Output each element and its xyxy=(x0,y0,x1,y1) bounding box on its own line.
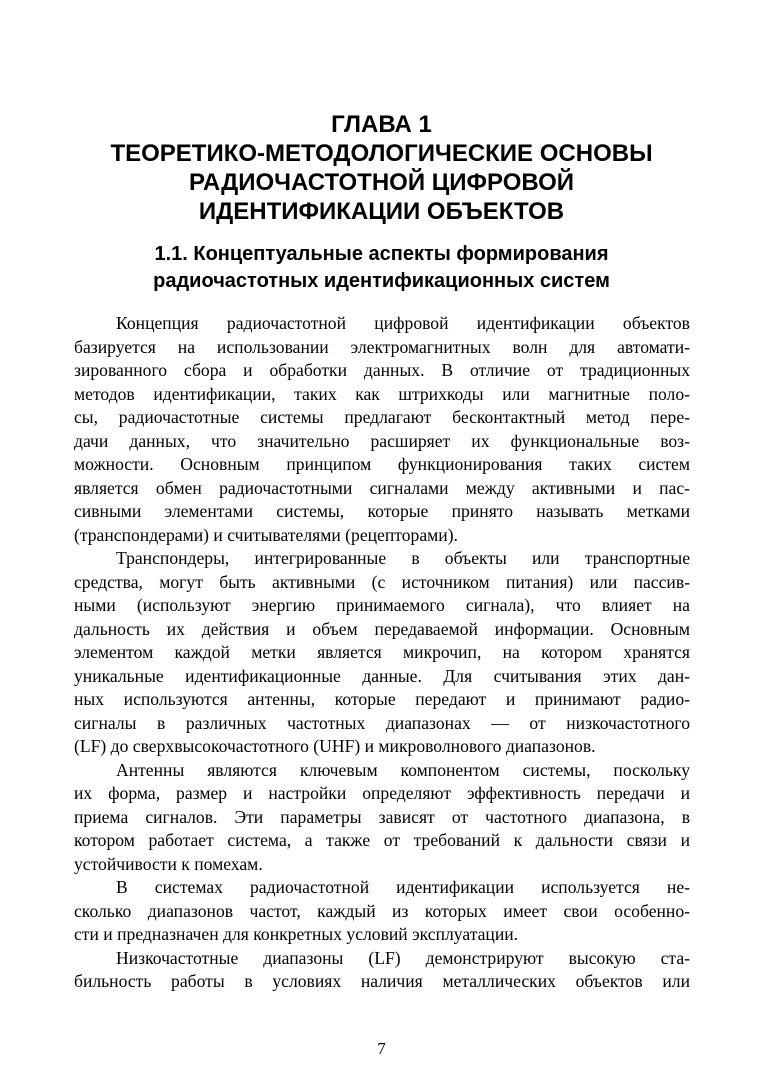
text-line: (LF) до сверхвысокочастотного (UHF) и микроволнового диапазонов. xyxy=(74,736,596,756)
text-line: средства, могут быть активными (с источником питания) или пассив- xyxy=(74,571,690,592)
text-line: Антенны являются ключевым компонентом системы, поскольку xyxy=(116,759,690,780)
page-number: 7 xyxy=(377,1039,386,1058)
text-line: сигналы в различных частотных диапазонах — от низкочастотного xyxy=(74,712,690,733)
text-line: сы, радиочастотные системы предлагают бесконтактный метод пере- xyxy=(74,407,690,427)
text-line: В системах радиочастотной идентификации используется не- xyxy=(116,877,690,897)
section-heading xyxy=(60,241,703,295)
text-line: Транспондеры, интегрированные в объекты или транспортные xyxy=(116,548,690,568)
text-line: сивными элементами системы, которые принято называть метками xyxy=(74,501,690,521)
text-line: приема сигналов. Эти параметры зависят от частотного диапазона, в xyxy=(74,806,690,827)
text-line: устойчивости к помехам. xyxy=(74,853,263,874)
text-line: сти и предназначен для конкретных условий эксплуатации. xyxy=(74,924,519,944)
paragraph xyxy=(74,759,690,877)
chapter-title-line: ТЕОРЕТИКО-МЕТОДОЛОГИЧЕСКИЕ ОСНОВЫ xyxy=(110,140,653,167)
paragraph xyxy=(74,547,690,759)
text-line: котором работает система, а также от требований к дальности связи и xyxy=(74,830,690,850)
text-line: дачи данных, что значительно расширяет их функциональные воз- xyxy=(74,430,690,451)
text-line: их форма, размер и настройки определяют эффективность передачи и xyxy=(74,783,690,803)
text-line: дальность их действия и объем передаваемой информации. Основным xyxy=(74,618,690,639)
text-line: уникальные идентификационные данные. Для считывания этих дан- xyxy=(74,665,690,686)
text-line: зированного сбора и обработки данных. В отличие от традиционных xyxy=(74,360,690,380)
paragraph xyxy=(74,947,690,994)
paragraph xyxy=(74,876,690,947)
paragraph xyxy=(74,312,690,547)
text-line: базируется на использовании электромагнитных волн для автомати- xyxy=(74,336,690,357)
text-line: методов идентификации, таких как штрихкоды или магнитные поло- xyxy=(74,383,690,404)
text-line: можности. Основным принципом функционирования таких систем xyxy=(74,454,690,474)
text-line: является обмен радиочастотными сигналами между активными и пас- xyxy=(74,477,690,498)
chapter-title-line: ИДЕНТИФИКАЦИИ ОБЪЕКТОВ xyxy=(198,198,565,225)
text-line: сколько диапазонов частот, каждый из которых имеет свои особенно- xyxy=(74,900,690,921)
section-title-line: радиочастотных идентификационных систем xyxy=(153,270,610,292)
text-line: (транспондерами) и считывателями (рецепторами). xyxy=(74,524,458,545)
body-text xyxy=(74,312,690,994)
chapter-title-line: ГЛАВА 1 xyxy=(331,111,432,138)
chapter-heading xyxy=(60,110,703,226)
section-title-line: 1.1. Концептуальные аспекты формирования xyxy=(154,243,609,265)
text-line: ных используются антенны, которые передают и принимают радио- xyxy=(74,689,690,709)
chapter-title-line: РАДИОЧАСТОТНОЙ ЦИФРОВОЙ xyxy=(188,169,575,196)
text-line: бильность работы в условиях наличия металлических объектов или xyxy=(74,971,690,991)
text-line: Концепция радиочастотной цифровой идентификации объектов xyxy=(116,313,690,333)
text-line: элементом каждой метки является микрочип, на котором хранятся xyxy=(74,642,690,662)
text-line: ными (используют энергию принимаемого сигнала), что влияет на xyxy=(74,595,690,615)
text-line: Низкочастотные диапазоны (LF) демонстрируют высокую ста- xyxy=(116,947,690,968)
